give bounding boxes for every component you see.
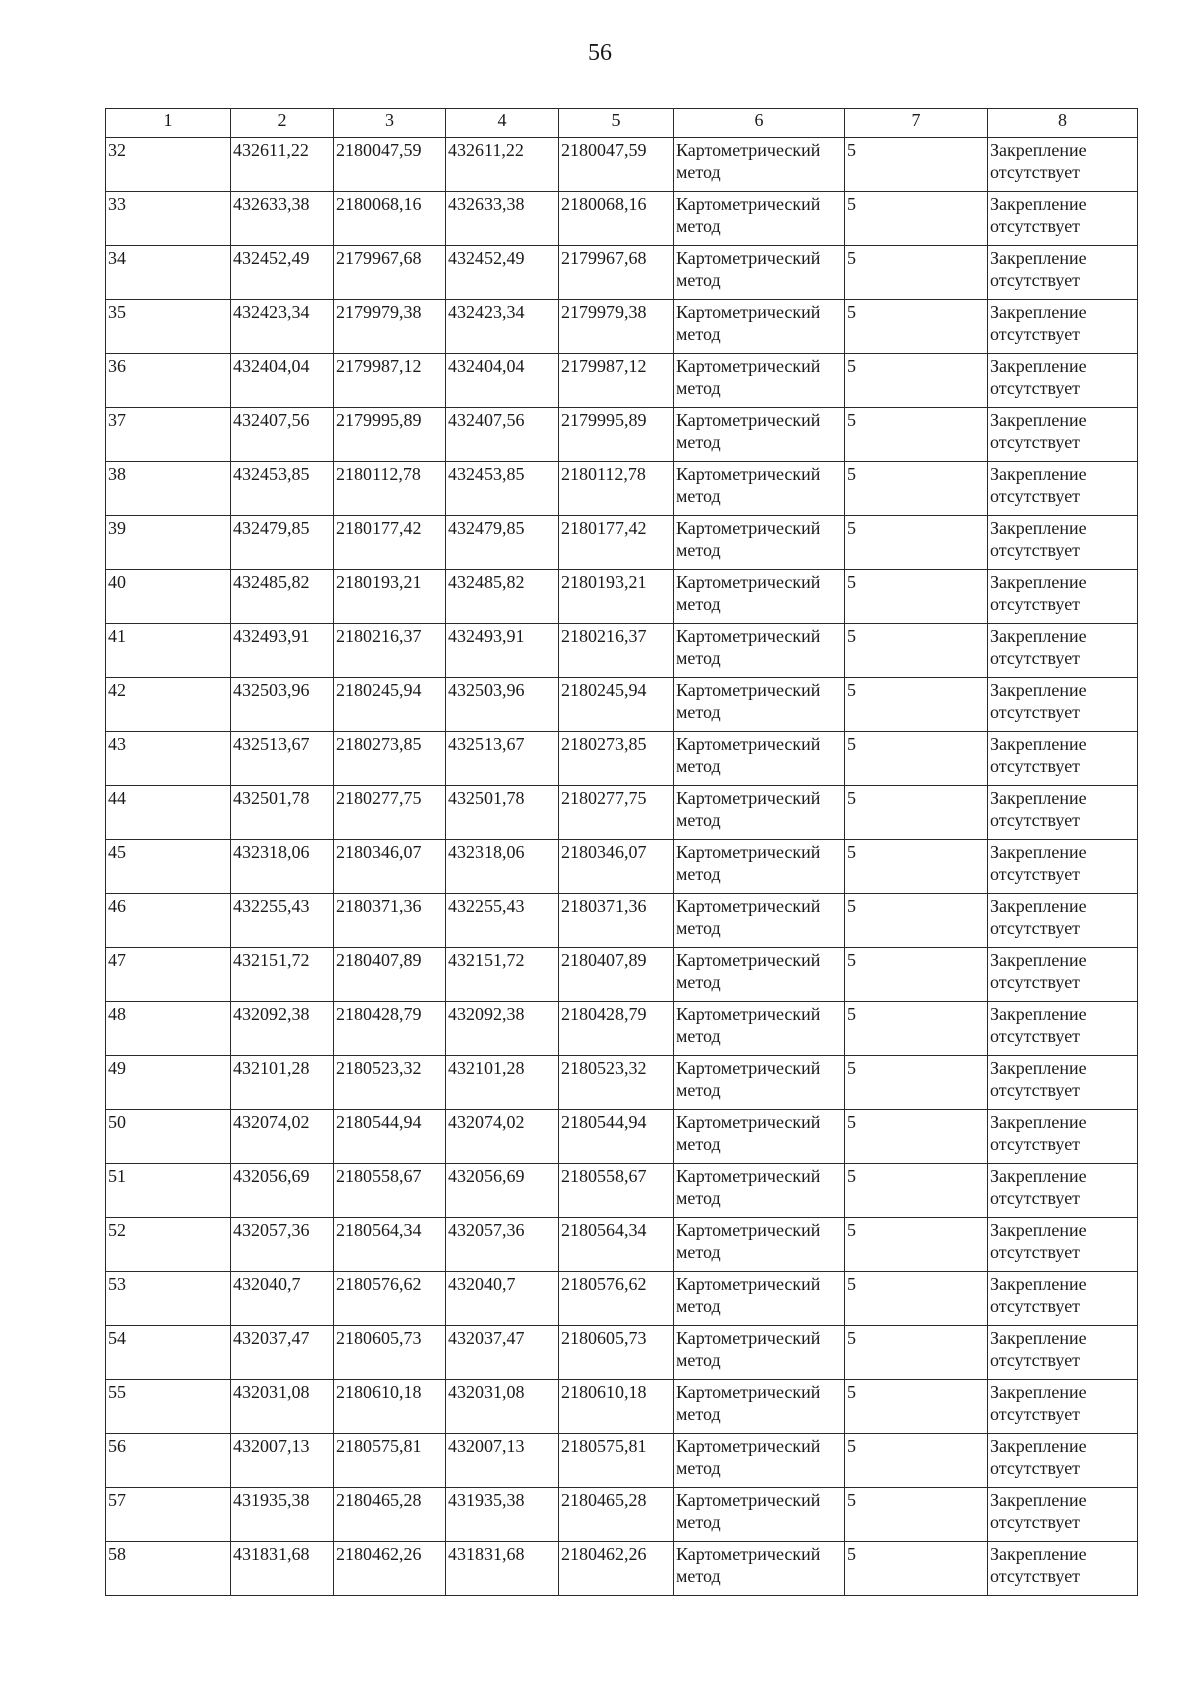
cell-fixation: Закрепление отсутствует	[988, 300, 1138, 354]
cell-fixation: Закрепление отсутствует	[988, 624, 1138, 678]
cell-x-coordinate: 432633,38	[231, 192, 334, 246]
cell-x-coordinate: 432040,7	[231, 1272, 334, 1326]
cell-y-coordinate-2: 2180346,07	[559, 840, 674, 894]
table-row	[106, 192, 1138, 246]
cell-y-coordinate-2: 2180428,79	[559, 1002, 674, 1056]
cell-y-coordinate-2: 2179987,12	[559, 354, 674, 408]
cell-accuracy: 5	[845, 354, 988, 408]
cell-y-coordinate-2: 2180610,18	[559, 1380, 674, 1434]
cell-accuracy: 5	[845, 840, 988, 894]
cell-method: Картометрический метод	[674, 516, 845, 570]
cell-x-coordinate-2: 432479,85	[446, 516, 559, 570]
cell-x-coordinate: 432423,34	[231, 300, 334, 354]
cell-accuracy: 5	[845, 1110, 988, 1164]
cell-method: Картометрический метод	[674, 1218, 845, 1272]
cell-y-coordinate: 2179979,38	[334, 300, 446, 354]
cell-accuracy: 5	[845, 246, 988, 300]
cell-x-coordinate-2: 432503,96	[446, 678, 559, 732]
cell-x-coordinate: 432057,36	[231, 1218, 334, 1272]
cell-point-number: 38	[106, 462, 231, 516]
cell-y-coordinate: 2179967,68	[334, 246, 446, 300]
cell-fixation: Закрепление отсутствует	[988, 138, 1138, 192]
cell-method: Картометрический метод	[674, 138, 845, 192]
cell-method: Картометрический метод	[674, 678, 845, 732]
cell-x-coordinate: 432513,67	[231, 732, 334, 786]
column-header-8: 8	[988, 109, 1138, 138]
cell-y-coordinate: 2180216,37	[334, 624, 446, 678]
cell-accuracy: 5	[845, 1434, 988, 1488]
cell-point-number: 57	[106, 1488, 231, 1542]
cell-accuracy: 5	[845, 678, 988, 732]
cell-x-coordinate: 432452,49	[231, 246, 334, 300]
cell-y-coordinate-2: 2180177,42	[559, 516, 674, 570]
cell-y-coordinate-2: 2180462,26	[559, 1542, 674, 1596]
cell-accuracy: 5	[845, 138, 988, 192]
table-row	[106, 840, 1138, 894]
cell-method: Картометрический метод	[674, 624, 845, 678]
cell-accuracy: 5	[845, 300, 988, 354]
cell-fixation: Закрепление отсутствует	[988, 1110, 1138, 1164]
cell-x-coordinate: 432151,72	[231, 948, 334, 1002]
cell-y-coordinate-2: 2179967,68	[559, 246, 674, 300]
cell-fixation: Закрепление отсутствует	[988, 1272, 1138, 1326]
cell-method: Картометрический метод	[674, 246, 845, 300]
cell-point-number: 49	[106, 1056, 231, 1110]
table-row	[106, 1218, 1138, 1272]
cell-method: Картометрический метод	[674, 948, 845, 1002]
cell-point-number: 33	[106, 192, 231, 246]
cell-x-coordinate-2: 432255,43	[446, 894, 559, 948]
cell-x-coordinate: 432007,13	[231, 1434, 334, 1488]
table-row	[106, 1542, 1138, 1596]
table-row	[106, 408, 1138, 462]
cell-accuracy: 5	[845, 1002, 988, 1056]
cell-fixation: Закрепление отсутствует	[988, 894, 1138, 948]
cell-x-coordinate: 432074,02	[231, 1110, 334, 1164]
table-row	[106, 354, 1138, 408]
cell-point-number: 56	[106, 1434, 231, 1488]
cell-x-coordinate-2: 432101,28	[446, 1056, 559, 1110]
cell-accuracy: 5	[845, 786, 988, 840]
cell-method: Картометрический метод	[674, 1326, 845, 1380]
cell-x-coordinate: 432318,06	[231, 840, 334, 894]
table-row	[106, 624, 1138, 678]
cell-y-coordinate: 2180564,34	[334, 1218, 446, 1272]
cell-x-coordinate-2: 432407,56	[446, 408, 559, 462]
cell-x-coordinate-2: 432513,67	[446, 732, 559, 786]
cell-y-coordinate: 2179995,89	[334, 408, 446, 462]
cell-y-coordinate-2: 2180193,21	[559, 570, 674, 624]
cell-y-coordinate-2: 2180216,37	[559, 624, 674, 678]
cell-y-coordinate: 2180371,36	[334, 894, 446, 948]
cell-fixation: Закрепление отсутствует	[988, 1326, 1138, 1380]
cell-point-number: 55	[106, 1380, 231, 1434]
cell-x-coordinate-2: 432452,49	[446, 246, 559, 300]
cell-x-coordinate-2: 432151,72	[446, 948, 559, 1002]
cell-accuracy: 5	[845, 624, 988, 678]
cell-y-coordinate-2: 2180407,89	[559, 948, 674, 1002]
cell-point-number: 36	[106, 354, 231, 408]
table-row	[106, 1380, 1138, 1434]
cell-fixation: Закрепление отсутствует	[988, 786, 1138, 840]
cell-accuracy: 5	[845, 894, 988, 948]
cell-x-coordinate: 432101,28	[231, 1056, 334, 1110]
table-row	[106, 246, 1138, 300]
cell-fixation: Закрепление отсутствует	[988, 1002, 1138, 1056]
cell-point-number: 32	[106, 138, 231, 192]
cell-method: Картометрический метод	[674, 1110, 845, 1164]
cell-accuracy: 5	[845, 408, 988, 462]
cell-point-number: 58	[106, 1542, 231, 1596]
cell-y-coordinate-2: 2180523,32	[559, 1056, 674, 1110]
cell-x-coordinate-2: 432037,47	[446, 1326, 559, 1380]
cell-method: Картометрический метод	[674, 894, 845, 948]
cell-y-coordinate-2: 2180575,81	[559, 1434, 674, 1488]
cell-x-coordinate-2: 432007,13	[446, 1434, 559, 1488]
cell-y-coordinate: 2180177,42	[334, 516, 446, 570]
cell-fixation: Закрепление отсутствует	[988, 570, 1138, 624]
cell-method: Картометрический метод	[674, 354, 845, 408]
cell-y-coordinate: 2180575,81	[334, 1434, 446, 1488]
cell-fixation: Закрепление отсутствует	[988, 408, 1138, 462]
cell-y-coordinate-2: 2180245,94	[559, 678, 674, 732]
cell-x-coordinate-2: 432633,38	[446, 192, 559, 246]
cell-x-coordinate-2: 432501,78	[446, 786, 559, 840]
cell-y-coordinate: 2180245,94	[334, 678, 446, 732]
cell-x-coordinate: 432479,85	[231, 516, 334, 570]
cell-x-coordinate: 432031,08	[231, 1380, 334, 1434]
cell-y-coordinate-2: 2180544,94	[559, 1110, 674, 1164]
cell-y-coordinate: 2180558,67	[334, 1164, 446, 1218]
cell-x-coordinate-2: 432404,04	[446, 354, 559, 408]
column-header-6: 6	[674, 109, 845, 138]
cell-point-number: 50	[106, 1110, 231, 1164]
cell-x-coordinate-2: 432493,91	[446, 624, 559, 678]
table-row	[106, 948, 1138, 1002]
cell-method: Картометрический метод	[674, 1272, 845, 1326]
column-header-1: 1	[106, 109, 231, 138]
cell-point-number: 37	[106, 408, 231, 462]
cell-x-coordinate: 432407,56	[231, 408, 334, 462]
cell-method: Картометрический метод	[674, 570, 845, 624]
table-row	[106, 1110, 1138, 1164]
cell-point-number: 47	[106, 948, 231, 1002]
cell-y-coordinate: 2180193,21	[334, 570, 446, 624]
cell-y-coordinate-2: 2180273,85	[559, 732, 674, 786]
cell-x-coordinate: 432037,47	[231, 1326, 334, 1380]
cell-point-number: 41	[106, 624, 231, 678]
cell-accuracy: 5	[845, 570, 988, 624]
cell-y-coordinate-2: 2180564,34	[559, 1218, 674, 1272]
cell-accuracy: 5	[845, 1056, 988, 1110]
cell-fixation: Закрепление отсутствует	[988, 1164, 1138, 1218]
cell-point-number: 52	[106, 1218, 231, 1272]
cell-method: Картометрический метод	[674, 1056, 845, 1110]
table-row	[106, 1164, 1138, 1218]
cell-y-coordinate: 2180112,78	[334, 462, 446, 516]
cell-y-coordinate-2: 2180558,67	[559, 1164, 674, 1218]
cell-accuracy: 5	[845, 192, 988, 246]
cell-point-number: 39	[106, 516, 231, 570]
cell-x-coordinate-2: 432057,36	[446, 1218, 559, 1272]
cell-accuracy: 5	[845, 1218, 988, 1272]
cell-method: Картометрический метод	[674, 732, 845, 786]
table-row	[106, 1002, 1138, 1056]
cell-y-coordinate: 2180462,26	[334, 1542, 446, 1596]
cell-point-number: 34	[106, 246, 231, 300]
cell-y-coordinate-2: 2180465,28	[559, 1488, 674, 1542]
cell-accuracy: 5	[845, 516, 988, 570]
cell-x-coordinate-2: 432453,85	[446, 462, 559, 516]
column-header-7: 7	[845, 109, 988, 138]
cell-x-coordinate-2: 432611,22	[446, 138, 559, 192]
cell-method: Картометрический метод	[674, 462, 845, 516]
cell-point-number: 40	[106, 570, 231, 624]
cell-y-coordinate: 2180576,62	[334, 1272, 446, 1326]
table-row	[106, 462, 1138, 516]
cell-x-coordinate: 432493,91	[231, 624, 334, 678]
column-header-4: 4	[446, 109, 559, 138]
cell-point-number: 45	[106, 840, 231, 894]
cell-x-coordinate: 431831,68	[231, 1542, 334, 1596]
cell-fixation: Закрепление отсутствует	[988, 192, 1138, 246]
cell-method: Картометрический метод	[674, 1542, 845, 1596]
cell-x-coordinate-2: 432074,02	[446, 1110, 559, 1164]
table-row	[106, 732, 1138, 786]
cell-x-coordinate: 431935,38	[231, 1488, 334, 1542]
table-row	[106, 894, 1138, 948]
cell-fixation: Закрепление отсутствует	[988, 732, 1138, 786]
table-row	[106, 786, 1138, 840]
table-row	[106, 1272, 1138, 1326]
table-body	[106, 138, 1138, 1596]
cell-point-number: 44	[106, 786, 231, 840]
cell-fixation: Закрепление отсутствует	[988, 1380, 1138, 1434]
cell-method: Картометрический метод	[674, 192, 845, 246]
cell-fixation: Закрепление отсутствует	[988, 462, 1138, 516]
coordinates-table	[105, 108, 1138, 1596]
cell-x-coordinate-2: 431831,68	[446, 1542, 559, 1596]
cell-y-coordinate-2: 2179995,89	[559, 408, 674, 462]
column-header-3: 3	[334, 109, 446, 138]
cell-x-coordinate-2: 432056,69	[446, 1164, 559, 1218]
table-row	[106, 1434, 1138, 1488]
cell-accuracy: 5	[845, 732, 988, 786]
cell-fixation: Закрепление отсутствует	[988, 1434, 1138, 1488]
table-row	[106, 1056, 1138, 1110]
cell-y-coordinate: 2180523,32	[334, 1056, 446, 1110]
cell-point-number: 54	[106, 1326, 231, 1380]
cell-x-coordinate: 432255,43	[231, 894, 334, 948]
cell-point-number: 51	[106, 1164, 231, 1218]
cell-accuracy: 5	[845, 1488, 988, 1542]
column-header-5: 5	[559, 109, 674, 138]
cell-x-coordinate: 432503,96	[231, 678, 334, 732]
cell-accuracy: 5	[845, 1326, 988, 1380]
cell-x-coordinate-2: 432040,7	[446, 1272, 559, 1326]
cell-y-coordinate-2: 2180371,36	[559, 894, 674, 948]
cell-method: Картометрический метод	[674, 1488, 845, 1542]
cell-method: Картометрический метод	[674, 1002, 845, 1056]
cell-y-coordinate-2: 2180112,78	[559, 462, 674, 516]
cell-y-coordinate: 2180428,79	[334, 1002, 446, 1056]
cell-y-coordinate: 2180605,73	[334, 1326, 446, 1380]
cell-y-coordinate-2: 2180047,59	[559, 138, 674, 192]
cell-fixation: Закрепление отсутствует	[988, 354, 1138, 408]
cell-fixation: Закрепление отсутствует	[988, 1542, 1138, 1596]
cell-x-coordinate: 432485,82	[231, 570, 334, 624]
cell-fixation: Закрепление отсутствует	[988, 948, 1138, 1002]
cell-accuracy: 5	[845, 1272, 988, 1326]
cell-accuracy: 5	[845, 948, 988, 1002]
cell-x-coordinate: 432404,04	[231, 354, 334, 408]
cell-accuracy: 5	[845, 462, 988, 516]
cell-y-coordinate: 2180610,18	[334, 1380, 446, 1434]
page-number: 56	[588, 40, 612, 66]
cell-y-coordinate-2: 2179979,38	[559, 300, 674, 354]
cell-x-coordinate-2: 432318,06	[446, 840, 559, 894]
cell-x-coordinate: 432056,69	[231, 1164, 334, 1218]
cell-point-number: 43	[106, 732, 231, 786]
cell-x-coordinate: 432453,85	[231, 462, 334, 516]
cell-method: Картометрический метод	[674, 786, 845, 840]
cell-y-coordinate: 2180277,75	[334, 786, 446, 840]
cell-point-number: 46	[106, 894, 231, 948]
cell-y-coordinate: 2180346,07	[334, 840, 446, 894]
cell-x-coordinate: 432092,38	[231, 1002, 334, 1056]
table-row	[106, 1326, 1138, 1380]
cell-method: Картометрический метод	[674, 1380, 845, 1434]
cell-y-coordinate: 2180465,28	[334, 1488, 446, 1542]
cell-y-coordinate: 2180068,16	[334, 192, 446, 246]
table-row	[106, 516, 1138, 570]
cell-x-coordinate-2: 431935,38	[446, 1488, 559, 1542]
column-header-2: 2	[231, 109, 334, 138]
cell-accuracy: 5	[845, 1380, 988, 1434]
cell-fixation: Закрепление отсутствует	[988, 246, 1138, 300]
cell-y-coordinate: 2180273,85	[334, 732, 446, 786]
cell-point-number: 48	[106, 1002, 231, 1056]
cell-accuracy: 5	[845, 1542, 988, 1596]
cell-y-coordinate: 2179987,12	[334, 354, 446, 408]
cell-x-coordinate-2: 432485,82	[446, 570, 559, 624]
cell-fixation: Закрепление отсутствует	[988, 1218, 1138, 1272]
table-row	[106, 1488, 1138, 1542]
cell-fixation: Закрепление отсутствует	[988, 516, 1138, 570]
cell-x-coordinate-2: 432092,38	[446, 1002, 559, 1056]
cell-fixation: Закрепление отсутствует	[988, 840, 1138, 894]
cell-y-coordinate: 2180047,59	[334, 138, 446, 192]
cell-x-coordinate-2: 432423,34	[446, 300, 559, 354]
table-row	[106, 138, 1138, 192]
cell-method: Картометрический метод	[674, 408, 845, 462]
cell-x-coordinate-2: 432031,08	[446, 1380, 559, 1434]
table-row	[106, 300, 1138, 354]
cell-y-coordinate-2: 2180277,75	[559, 786, 674, 840]
cell-y-coordinate-2: 2180068,16	[559, 192, 674, 246]
cell-method: Картометрический метод	[674, 840, 845, 894]
cell-x-coordinate: 432501,78	[231, 786, 334, 840]
cell-method: Картометрический метод	[674, 1434, 845, 1488]
cell-fixation: Закрепление отсутствует	[988, 678, 1138, 732]
cell-fixation: Закрепление отсутствует	[988, 1488, 1138, 1542]
cell-point-number: 42	[106, 678, 231, 732]
cell-accuracy: 5	[845, 1164, 988, 1218]
cell-method: Картометрический метод	[674, 300, 845, 354]
table-row	[106, 570, 1138, 624]
cell-method: Картометрический метод	[674, 1164, 845, 1218]
table-header-row	[106, 109, 1138, 138]
cell-y-coordinate: 2180544,94	[334, 1110, 446, 1164]
cell-y-coordinate-2: 2180576,62	[559, 1272, 674, 1326]
cell-point-number: 53	[106, 1272, 231, 1326]
table-row	[106, 678, 1138, 732]
cell-point-number: 35	[106, 300, 231, 354]
cell-x-coordinate: 432611,22	[231, 138, 334, 192]
cell-fixation: Закрепление отсутствует	[988, 1056, 1138, 1110]
cell-y-coordinate-2: 2180605,73	[559, 1326, 674, 1380]
cell-y-coordinate: 2180407,89	[334, 948, 446, 1002]
